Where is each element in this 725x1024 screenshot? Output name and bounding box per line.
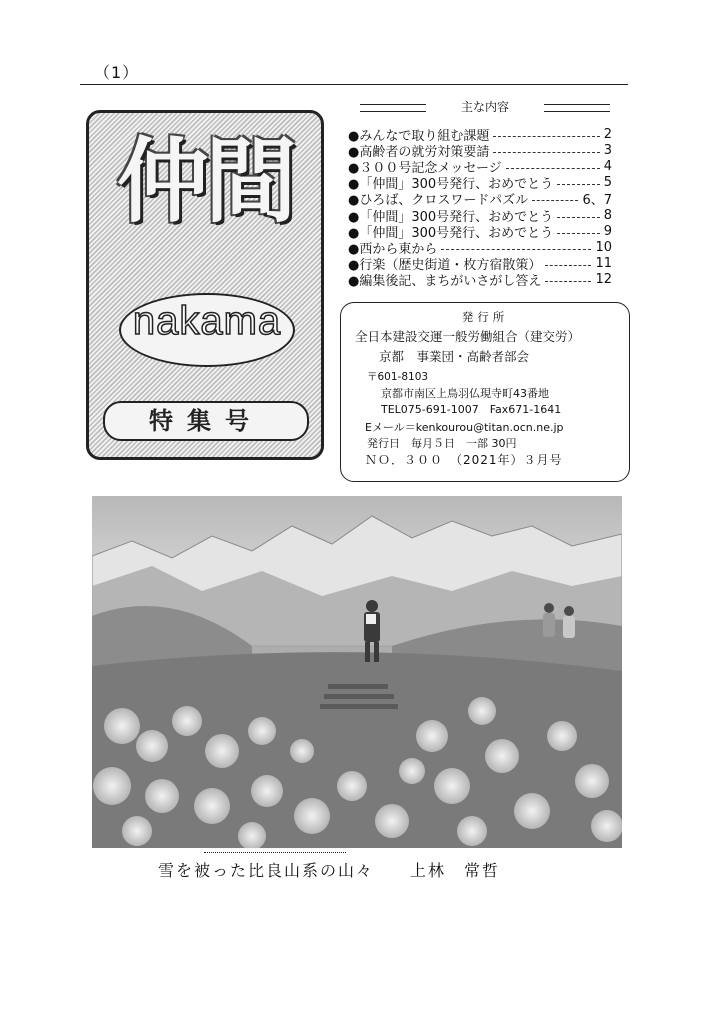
toc-item-title: ●３００号記念メッセージ	[348, 160, 502, 176]
publisher-issue: 発行日 毎月５日 一部 30円	[367, 437, 517, 450]
publisher-tel: TEL075-691-1007 Fax671-1641	[381, 403, 562, 416]
caption-title: 雪を被った比良山系の山々	[158, 861, 375, 880]
toc-item-title: ●行楽（歴史街道・枚方宿散策）	[348, 258, 542, 274]
toc-leader	[532, 200, 578, 201]
painting-illustration	[92, 496, 622, 848]
toc-item-page: 8	[603, 207, 612, 223]
toc-item[interactable]	[348, 256, 612, 272]
toc-leader	[506, 168, 600, 169]
top-rule	[80, 84, 628, 85]
toc-leader	[557, 184, 600, 185]
table-of-contents	[348, 126, 612, 288]
toc-item[interactable]	[348, 158, 612, 174]
publisher-branch: 京都 事業団・高齢者部会	[379, 349, 530, 364]
toc-item-title: ●西から東から	[348, 241, 438, 257]
toc-item-page: 11	[595, 256, 612, 272]
toc-leader	[557, 233, 600, 234]
toc-item[interactable]	[348, 142, 612, 158]
publisher-heading: 発行所	[461, 310, 509, 324]
page-number: （1）	[94, 63, 140, 82]
contents-header	[360, 98, 610, 118]
toc-item-page: 9	[603, 223, 612, 239]
toc-item-page: 4	[603, 158, 612, 174]
caption-artist: 上林 常哲	[410, 861, 501, 880]
toc-item-title: ●編集後記、まちがいさがし答え	[348, 274, 542, 290]
masthead	[86, 110, 324, 460]
publisher-postal: 〒601-8103	[367, 371, 429, 383]
toc-item-page: 3	[603, 142, 612, 158]
toc-item-title: ●みんなで取り組む課題	[348, 128, 490, 144]
special-issue-badge: 特集号	[103, 401, 309, 441]
toc-item[interactable]	[348, 126, 612, 142]
masthead-subtitle: nakama	[132, 299, 282, 343]
stone-steps	[320, 684, 398, 709]
contents-title: 主な内容	[460, 100, 509, 114]
toc-leader	[545, 281, 591, 282]
toc-item-page: 2	[603, 126, 612, 142]
toc-item[interactable]	[348, 239, 612, 255]
contents-rule-right	[544, 104, 610, 112]
publisher-box	[340, 302, 630, 482]
toc-leader	[493, 152, 599, 153]
publisher-org: 全日本建設交運一般労働組合（建交労）	[355, 329, 581, 344]
toc-item[interactable]	[348, 207, 612, 223]
publisher-address: 京都市南区上鳥羽仏現寺町43番地	[381, 387, 549, 400]
toc-item-title: ●高齢者の就労対策要請	[348, 144, 490, 160]
toc-item[interactable]	[348, 175, 612, 191]
cover-painting	[92, 496, 622, 848]
caption-rule	[204, 852, 346, 853]
toc-item[interactable]	[348, 272, 612, 288]
toc-leader	[441, 249, 591, 250]
masthead-title: 仲間	[116, 127, 293, 235]
toc-item-page: 10	[595, 239, 612, 255]
toc-item-title: ●「仲間」300号発行、おめでとう	[348, 225, 554, 241]
toc-item[interactable]	[348, 191, 612, 207]
contents-rule-left	[360, 104, 426, 112]
toc-leader	[545, 265, 591, 266]
toc-item-title: ●ひろば、クロスワードパズル	[348, 193, 529, 209]
toc-item-title: ●「仲間」300号発行、おめでとう	[348, 177, 554, 193]
toc-item[interactable]	[348, 223, 612, 239]
publisher-email[interactable]: Eメール＝kenkourou@titan.ocn.ne.jp	[365, 421, 564, 434]
toc-leader	[557, 217, 600, 218]
toc-leader	[493, 136, 599, 137]
issue-number: ＮＯ．３００ （2021年）３月号	[365, 453, 563, 467]
toc-item-page: 5	[603, 175, 612, 191]
toc-item-page: 6、7	[582, 193, 612, 209]
toc-item-page: 12	[595, 272, 612, 288]
painting-caption	[158, 858, 500, 881]
toc-item-title: ●「仲間」300号発行、おめでとう	[348, 209, 554, 225]
